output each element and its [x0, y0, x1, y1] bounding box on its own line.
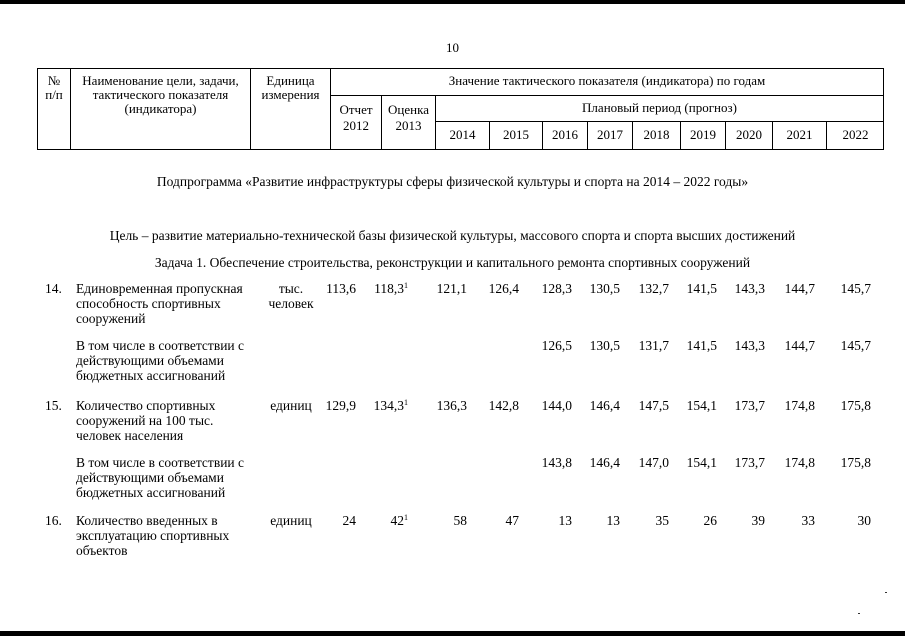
row-unit-line: тыс.: [278, 281, 304, 296]
row-value-text: 174,8: [784, 455, 815, 470]
row-value-text: 128,3: [541, 281, 572, 296]
row-value: [358, 281, 408, 296]
header-year-2017: 2017: [597, 127, 623, 142]
task-line: Задача 1. Обеспечение строительства, реконструкции и капитального ремонта спортивных сооружений: [154, 255, 751, 270]
row-name: [76, 281, 266, 326]
row-value: [765, 455, 815, 470]
row-value: [522, 281, 572, 296]
row-value: [522, 338, 572, 353]
row-value-text: 175,8: [840, 398, 871, 413]
row-value: [570, 455, 620, 470]
row-unit-line: человек: [268, 296, 314, 311]
header-year-2022: 2022: [842, 127, 869, 142]
row-value: [306, 281, 356, 296]
scan-speck: [885, 592, 887, 593]
row-value: [522, 398, 572, 413]
row-value: [715, 281, 765, 296]
row-value: [667, 281, 717, 296]
row-value-text: 130,5: [589, 338, 620, 353]
row-name-line: действующими объемами: [76, 353, 224, 368]
row-value: [358, 398, 408, 413]
row-value-text: 147,5: [638, 398, 669, 413]
row-value: [469, 513, 519, 528]
row-value-text: 144,7: [784, 338, 815, 353]
row-sep: [435, 121, 884, 122]
row-value: [570, 513, 620, 528]
row-value-text: 121,1: [436, 281, 467, 296]
row-value-text: 126,4: [488, 281, 519, 296]
header-year-2019: 2019: [690, 127, 716, 142]
table-top-line: [37, 68, 884, 69]
row-value-text: 143,3: [734, 281, 765, 296]
row-sep: [330, 95, 884, 96]
row-value-text: 33: [801, 513, 815, 528]
row-value-text: 173,7: [734, 455, 765, 470]
row-value: [715, 455, 765, 470]
row-value: [765, 513, 815, 528]
row-value-text: 30: [857, 513, 871, 528]
row-value-text: 147,0: [638, 455, 669, 470]
row-value-text: 141,5: [686, 338, 717, 353]
row-value: [765, 338, 815, 353]
row-name: [76, 513, 266, 558]
row-number: 14.: [45, 281, 62, 296]
row-value: [417, 513, 467, 528]
row-value-text: 13: [606, 513, 620, 528]
row-value-text: 58: [453, 513, 467, 528]
row-value: [619, 338, 669, 353]
row-value-text: 175,8: [840, 455, 871, 470]
row-value-text: 154,1: [686, 455, 717, 470]
footnote-marker: 1: [404, 398, 408, 407]
row-value: [715, 513, 765, 528]
row-name-line: эксплуатацию спортивных: [76, 528, 230, 543]
row-name-line: В том числе в соответствии с: [76, 338, 245, 353]
row-value-text: 173,7: [734, 398, 765, 413]
row-name-line: действующими объемами: [76, 470, 224, 485]
row-value: [570, 338, 620, 353]
table-bottom-line: [37, 149, 884, 150]
row-name-line: Единовременная пропускная: [76, 281, 243, 296]
row-value: [667, 513, 717, 528]
row-value-text: 129,9: [325, 398, 356, 413]
header-year-2015: 2015: [503, 127, 529, 142]
row-value-text: 145,7: [840, 338, 871, 353]
row-value-text: 144,7: [784, 281, 815, 296]
row-value-text: 118,3: [374, 281, 404, 296]
row-value: [306, 398, 356, 413]
header-year-2020: 2020: [736, 127, 762, 142]
row-value: [619, 281, 669, 296]
header-report: Отчет 2012: [339, 102, 373, 133]
row-value: [522, 513, 572, 528]
row-value: [570, 398, 620, 413]
row-unit-line: единиц: [270, 398, 312, 413]
row-name-line: способность спортивных: [76, 296, 221, 311]
row-value-text: 35: [655, 513, 669, 528]
row-value: [821, 281, 871, 296]
row-value-text: 42: [390, 513, 404, 528]
scan-speck: [858, 613, 860, 614]
row-name-line: сооружений на 100 тыс.: [76, 413, 214, 428]
row-value: [765, 398, 815, 413]
row-value-text: 24: [342, 513, 356, 528]
row-unit-line: единиц: [270, 513, 312, 528]
row-value-text: 145,7: [840, 281, 871, 296]
header-year-2018: 2018: [643, 127, 670, 142]
row-value: [417, 398, 467, 413]
row-value-text: 141,5: [686, 281, 717, 296]
row-value-text: 143,3: [734, 338, 765, 353]
header-year-2021: 2021: [786, 127, 813, 142]
row-value-text: 143,8: [541, 455, 572, 470]
page-number: 10: [446, 40, 459, 55]
row-value: [570, 281, 620, 296]
row-value: [358, 513, 408, 528]
row-value-text: 144,0: [541, 398, 572, 413]
bottom-border-rule: [0, 631, 905, 636]
row-value-text: 146,4: [589, 398, 620, 413]
row-value-text: 146,4: [589, 455, 620, 470]
row-value: [306, 513, 356, 528]
row-value-text: 142,8: [488, 398, 519, 413]
footnote-marker: 1: [404, 513, 408, 522]
row-number: 16.: [45, 513, 62, 528]
row-name-line: Количество введенных в: [76, 513, 218, 528]
subprogram-title: Подпрограмма «Развитие инфраструктуры сферы физической культуры и спорта на 2014 – 2022 годы»: [156, 174, 749, 189]
row-name-line: Количество спортивных: [76, 398, 216, 413]
row-name-line: сооружений: [76, 311, 146, 326]
row-name: [76, 455, 266, 500]
row-name-line: объектов: [76, 543, 128, 558]
header-value: Значение тактического показателя (индикатора) по годам: [448, 73, 766, 88]
header-year-2016: 2016: [552, 127, 578, 142]
row-value: [821, 513, 871, 528]
row-value: [765, 281, 815, 296]
row-value: [667, 398, 717, 413]
header-estimate: Оценка 2013: [388, 102, 429, 133]
row-value: [619, 455, 669, 470]
row-value: [522, 455, 572, 470]
header-unit: Единица измерения: [261, 73, 320, 102]
row-value: [619, 398, 669, 413]
row-number: 15.: [45, 398, 62, 413]
row-value: [417, 281, 467, 296]
row-value-text: 126,5: [541, 338, 572, 353]
row-name-line: бюджетных ассигнований: [76, 485, 226, 500]
row-value-text: 26: [703, 513, 717, 528]
header-num: № п/п: [45, 73, 63, 102]
row-value: [715, 398, 765, 413]
row-name: [76, 398, 266, 443]
header-year-2014: 2014: [449, 127, 476, 142]
row-value: [469, 281, 519, 296]
row-value: [667, 455, 717, 470]
top-border-rule: [0, 0, 905, 4]
row-value: [821, 338, 871, 353]
row-value: [821, 455, 871, 470]
row-name-line: В том числе в соответствии с: [76, 455, 245, 470]
row-value-text: 132,7: [638, 281, 669, 296]
row-value-text: 130,5: [589, 281, 620, 296]
row-name: [76, 338, 266, 383]
row-value-text: 131,7: [638, 338, 669, 353]
row-value: [715, 338, 765, 353]
header-name: Наименование цели, задачи, тактического показателя (индикатора): [82, 73, 239, 116]
row-value-text: 134,3: [373, 398, 404, 413]
row-value-text: 47: [505, 513, 519, 528]
row-value-text: 174,8: [784, 398, 815, 413]
footnote-marker: 1: [404, 281, 408, 290]
header-plan: Плановый период (прогноз): [582, 100, 737, 115]
row-value: [821, 398, 871, 413]
row-value: [619, 513, 669, 528]
row-value: [667, 338, 717, 353]
row-name-line: человек населения: [76, 428, 184, 443]
row-name-line: бюджетных ассигнований: [76, 368, 226, 383]
row-value: [469, 398, 519, 413]
row-value-text: 13: [558, 513, 572, 528]
row-value-text: 39: [751, 513, 765, 528]
row-value-text: 113,6: [326, 281, 356, 296]
row-value-text: 154,1: [686, 398, 717, 413]
goal-line: Цель – развитие материально-технической базы физической культуры, массового спорта и спорта высших достижений: [109, 228, 796, 243]
row-value-text: 136,3: [436, 398, 467, 413]
